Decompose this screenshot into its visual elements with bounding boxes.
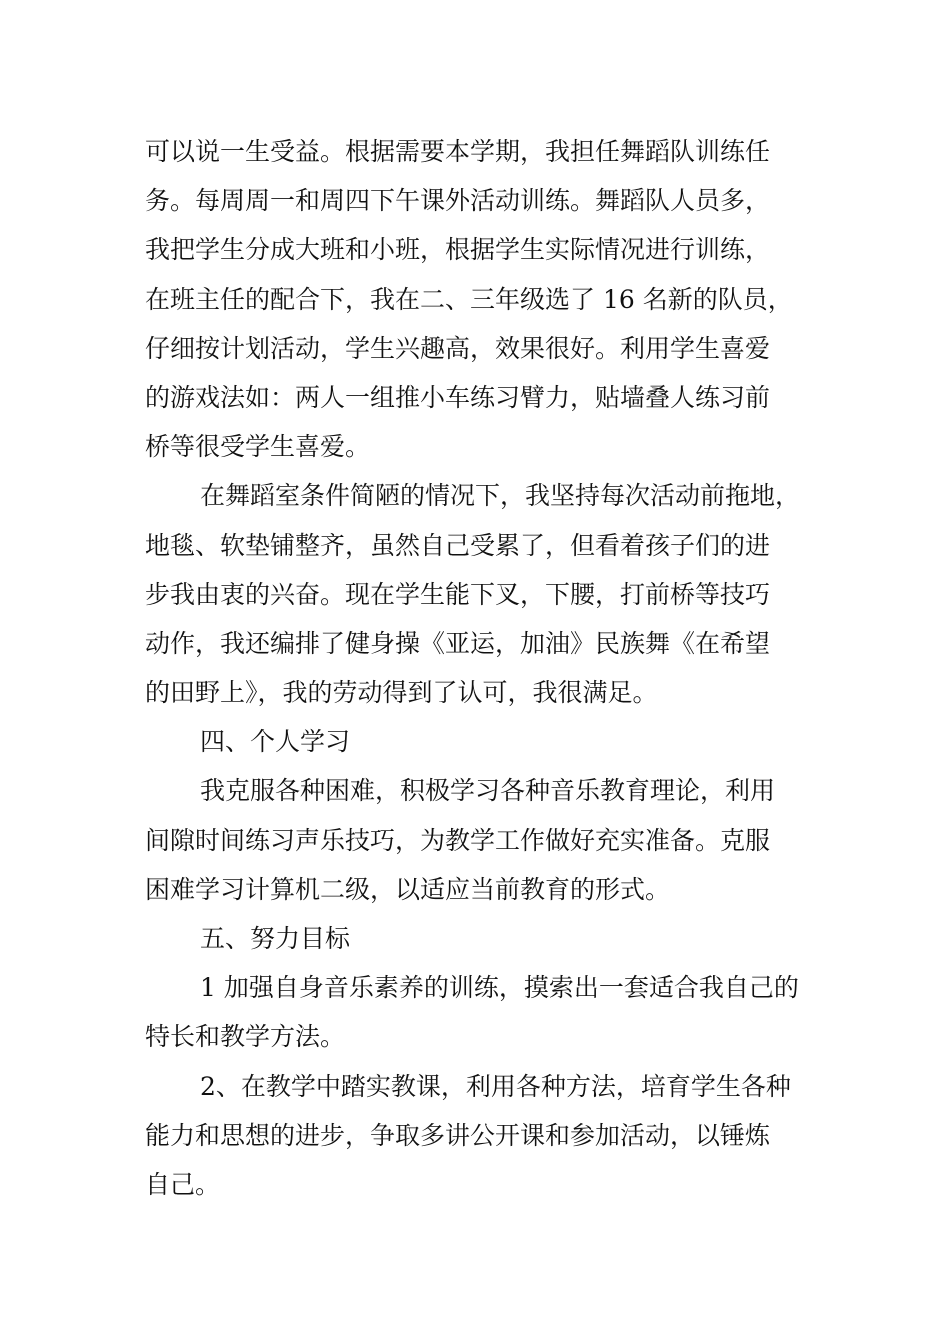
list-item-line: 2、在教学中踏实教课，利用各种方法，培育学生各种 xyxy=(200,1071,791,1101)
text-line: 特长和教学方法。 xyxy=(145,1022,346,1052)
text-line: 我把学生分成大班和小班，根据学生实际情况进行训练， xyxy=(145,235,771,265)
text-line: 步我由衷的兴奋。现在学生能下叉，下腰，打前桥等技巧 xyxy=(145,579,771,609)
text-line: 桥等很受学生喜爱。 xyxy=(145,432,371,462)
text-line: 地毯、软垫铺整齐，虽然自己受累了，但看着孩子们的进 xyxy=(145,530,771,560)
text-line: 的游戏法如：两人一组推小车练习臂力，贴墙叠人练习前 xyxy=(145,382,771,412)
text-line: 间隙时间练习声乐技巧，为教学工作做好充实准备。克服 xyxy=(145,825,771,855)
text-line: 仔细按计划活动，学生兴趣高，效果很好。利用学生喜爱 xyxy=(145,333,771,363)
text-line: 能力和思想的进步，争取多讲公开课和参加活动，以锤炼 xyxy=(145,1120,771,1150)
text-line: 困难学习计算机二级，以适应当前教育的形式。 xyxy=(145,874,671,904)
paragraph-start-line: 在舞蹈室条件简陋的情况下，我坚持每次活动前拖地， xyxy=(200,481,801,511)
text-line: 的田野上》，我的劳动得到了认可，我很满足。 xyxy=(145,678,658,708)
text-line: 务。每周周一和周四下午课外活动训练。舞蹈队人员多， xyxy=(145,186,771,216)
text-line: 在班主任的配合下，我在二、三年级选了 16 名新的队员， xyxy=(145,284,793,314)
section-heading-personal-study: 四、个人学习 xyxy=(200,727,351,757)
paragraph-start-line: 我克服各种困难，积极学习各种音乐教育理论，利用 xyxy=(200,776,776,806)
section-heading-goals: 五、努力目标 xyxy=(200,924,351,953)
document-body xyxy=(145,127,810,1209)
text-line: 自己。 xyxy=(145,1169,221,1199)
text-line: 可以说一生受益。根据需要本学期，我担任舞蹈队训练任 xyxy=(145,137,771,166)
text-line: 动作，我还编排了健身操《亚运，加油》民族舞《在希望 xyxy=(145,628,771,658)
list-item-line: 1 加强自身音乐素养的训练，摸索出一套适合我自己的 xyxy=(200,973,799,1003)
